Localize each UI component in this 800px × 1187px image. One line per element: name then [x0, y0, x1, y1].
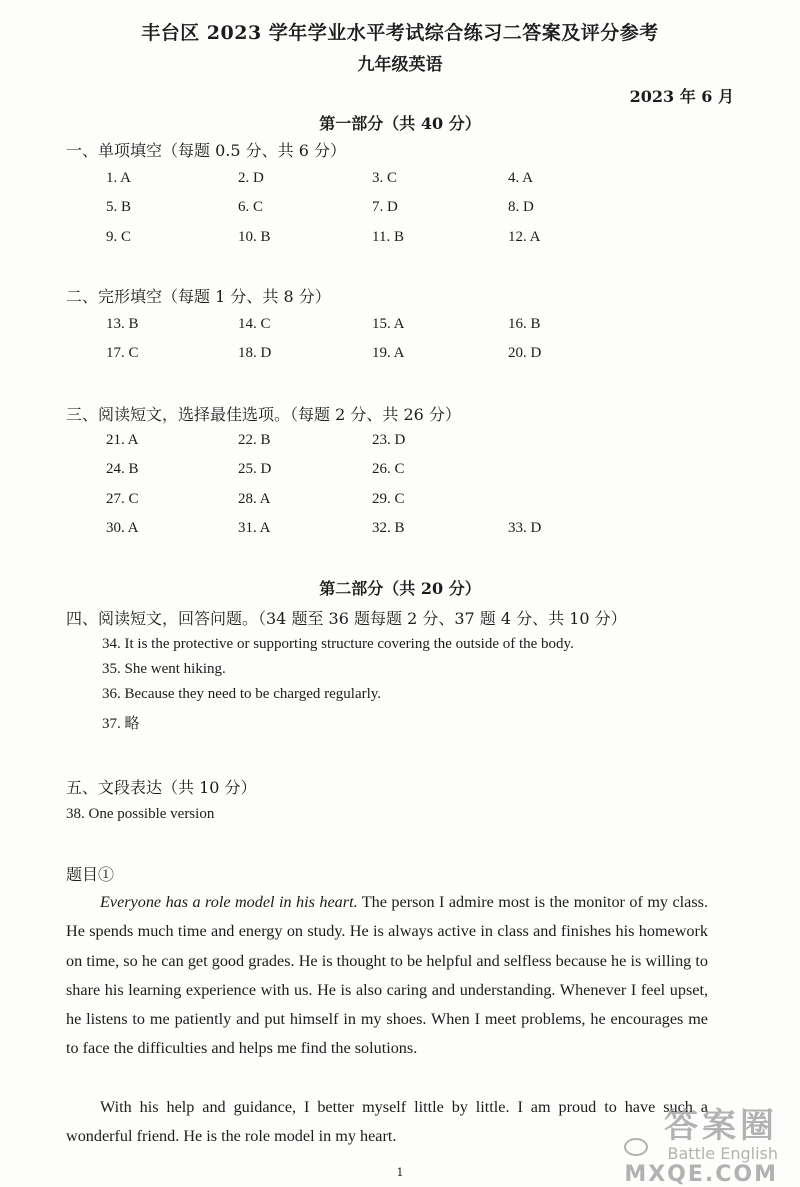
page-number: 1	[396, 1166, 404, 1179]
answer-22: 22. B	[238, 432, 271, 448]
answer-32: 32. B	[372, 520, 405, 536]
section-five-heading: 五、文段表达（共 10 分）	[66, 778, 257, 797]
answer-23: 23. D	[372, 432, 406, 448]
section-three-heading: 三、阅读短文，选择最佳选项。（每题 2 分、共 26 分）	[66, 405, 461, 424]
essay-paragraph-1-body: The person I admire most is the monitor of my class. He spends much time and energy on study. He is always active in class and finishes his homework on time, so he can get good grades. He is thought to be helpful and selfless because he is willing to share his learning experience with us. He is also caring and understanding. Whenever I feel upset, he listens to me patiently and put himself in my shoes. When I meet problems, he encourages me to face the difficulties and helps me find the solutions.	[66, 893, 708, 1058]
answer-8: 8. D	[508, 199, 534, 215]
answer-20: 20. D	[508, 345, 542, 361]
essay-opening-sentence: Everyone has a role model in his heart.	[100, 893, 358, 911]
answer-6: 6. C	[238, 199, 264, 215]
answer-7: 7. D	[372, 199, 398, 215]
answer-15: 15. A	[372, 316, 405, 332]
answer-33: 33. D	[508, 520, 542, 536]
document-title: 丰台区 2023 学年学业水平考试综合练习二答案及评分参考	[141, 22, 659, 44]
document-date: 2023 年 6 月	[629, 87, 734, 106]
part-two-title: 第二部分（共 20 分）	[319, 579, 481, 598]
topic-label: 题目①	[66, 865, 115, 884]
answer-5: 5. B	[106, 199, 132, 215]
answer-9: 9. C	[106, 229, 132, 245]
answer-30: 30. A	[106, 520, 139, 536]
answer-18: 18. D	[238, 345, 272, 361]
watermark	[624, 1108, 778, 1187]
answer-27: 27. C	[106, 491, 139, 507]
section-four-heading: 四、阅读短文，回答问题。（34 题至 36 题每题 2 分、37 题 4 分、共 10 分）	[66, 609, 627, 628]
answer-11: 11. B	[372, 229, 404, 245]
answer-14: 14. C	[238, 316, 271, 332]
answer-28: 28. A	[238, 491, 271, 507]
section-two-heading: 二、完形填空（每题 1 分、共 8 分）	[66, 287, 331, 306]
answer-26: 26. C	[372, 461, 405, 477]
answer-13: 13. B	[106, 316, 139, 332]
part-one-title: 第一部分（共 40 分）	[319, 114, 481, 133]
answer-1: 1. A	[106, 170, 132, 186]
answer-12: 12. A	[508, 229, 541, 245]
answer-35: 35. She went hiking.	[102, 661, 226, 677]
answer-34: 34. It is the protective or supporting structure covering the outside of the body.	[102, 636, 574, 652]
answer-10: 10. B	[238, 229, 271, 245]
essay-paragraph-2: With his help and guidance, I better myself little by little. I am proud to have such a wonderful friend. He is the role model in my heart.	[66, 1098, 708, 1146]
answer-29: 29. C	[372, 491, 405, 507]
answer-37: 37. 略	[102, 716, 140, 732]
answer-17: 17. C	[106, 345, 139, 361]
essay-paragraph-1	[66, 888, 708, 1064]
answer-25: 25. D	[238, 461, 272, 477]
answer-2: 2. D	[238, 170, 264, 186]
answer-31: 31. A	[238, 520, 271, 536]
answer-4: 4. A	[508, 170, 534, 186]
answer-21: 21. A	[106, 432, 139, 448]
answer-3: 3. C	[372, 170, 398, 186]
watermark-channel: Battle English	[667, 1144, 778, 1163]
possible-version-label: 38. One possible version	[66, 806, 215, 822]
answer-19: 19. A	[372, 345, 405, 361]
answer-36: 36. Because they need to be charged regularly.	[102, 686, 382, 702]
section-one-heading: 一、单项填空（每题 0.5 分、共 6 分）	[66, 141, 346, 160]
watermark-brand: 答案圈	[664, 1106, 778, 1146]
document-subtitle: 九年级英语	[357, 55, 443, 75]
watermark-url: MXQE.COM	[624, 1162, 778, 1187]
answer-24: 24. B	[106, 461, 139, 477]
answer-16: 16. B	[508, 316, 541, 332]
